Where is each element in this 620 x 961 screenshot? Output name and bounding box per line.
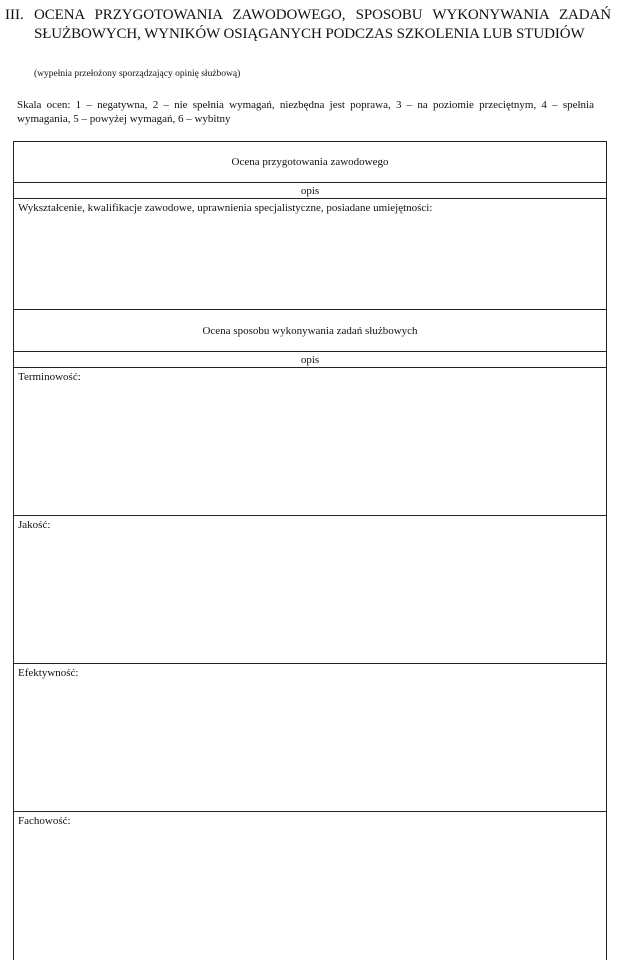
field-label: Terminowość: — [18, 371, 81, 383]
opis-label: opis — [300, 353, 320, 366]
field-education[interactable] — [14, 199, 606, 310]
field-effectiveness[interactable] — [14, 664, 606, 812]
section-title: OCENA PRZYGOTOWANIA ZAWODOWEGO, SPOSOBU WYKONYWANIA ZADAŃ SŁUŻBOWYCH, WYNIKÓW OSIĄGANYCH PODCZAS SZKOLENIA LUB STUDIÓW — [34, 7, 611, 42]
section-header-task-performance — [14, 310, 606, 352]
field-label: Efektywność: — [18, 667, 79, 679]
section-header-label: Ocena przygotowania zawodowego — [231, 156, 389, 168]
field-professionalism[interactable] — [14, 812, 606, 961]
field-label: Jakość: — [18, 519, 51, 531]
opis-header — [14, 352, 606, 368]
field-label: Fachowość: — [18, 815, 71, 827]
section-number: III. — [5, 7, 24, 23]
fill-instruction: (wypełnia przełożony sporządzający opinię służbową) — [34, 69, 241, 79]
field-label: Wykształcenie, kwalifikacje zawodowe, uprawnienia specjalistyczne, posiadane umiejętności: — [18, 202, 433, 214]
opis-header — [14, 183, 606, 199]
rating-scale: Skala ocen: 1 – negatywna, 2 – nie spełnia wymagań, niezbędna jest poprawa, 3 – na poziomie przeciętnym, 4 – spełnia wymagania, 5 – powyżej wymagań, 6 – wybitny — [17, 99, 594, 125]
assessment-form — [13, 141, 607, 960]
opis-label: opis — [300, 184, 320, 197]
section-header-professional-preparation — [14, 142, 606, 183]
section-heading — [5, 6, 611, 44]
field-quality[interactable] — [14, 516, 606, 664]
section-header-label: Ocena sposobu wykonywania zadań służbowych — [202, 324, 418, 337]
field-timeliness[interactable] — [14, 368, 606, 516]
